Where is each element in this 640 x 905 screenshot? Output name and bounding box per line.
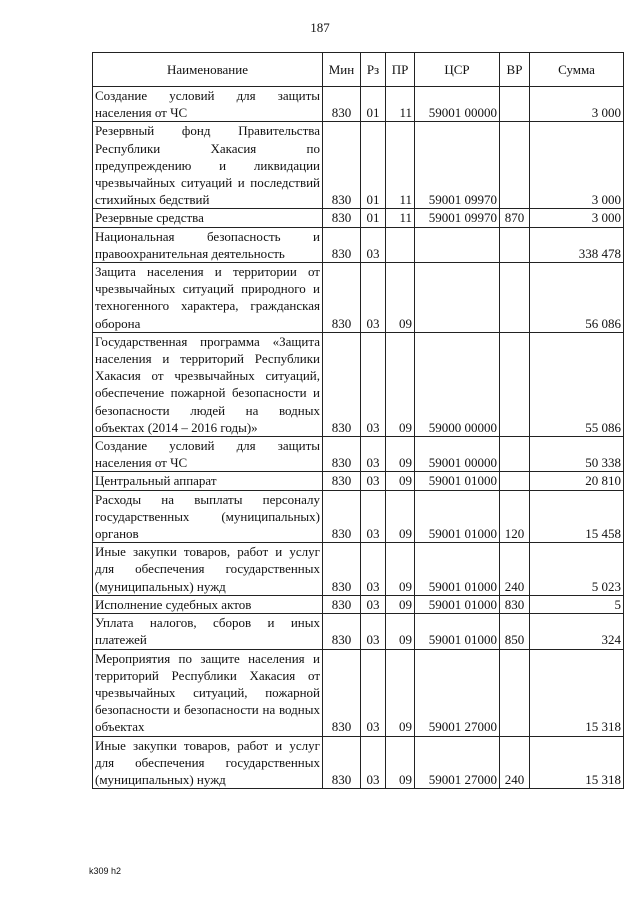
cell-name: Национальная безопасность и правоохранительная деятельность: [93, 227, 323, 262]
cell-name: Иные закупки товаров, работ и услуг для обеспечения государственных (муниципальных) нужд: [93, 543, 323, 596]
cell-vr: [500, 649, 530, 736]
cell-name: Резервный фонд Правительства Республики Хакасия по предупреждению и ликвидации чрезвычайных ситуаций и последствий стихийных бедствий: [93, 122, 323, 209]
table-row: [93, 614, 624, 649]
cell-csr: 59001 01000: [415, 595, 500, 613]
cell-vr: [500, 87, 530, 122]
cell-csr: 59001 09970: [415, 209, 500, 227]
column-header-name: Наименование: [93, 53, 323, 87]
table-row: [93, 490, 624, 543]
cell-csr: 59001 09970: [415, 122, 500, 209]
cell-name: Центральный аппарат: [93, 472, 323, 490]
cell-sum: 338 478: [530, 227, 624, 262]
cell-sum: 15 318: [530, 649, 624, 736]
column-header-rz: Рз: [361, 53, 386, 87]
cell-sum: 56 086: [530, 263, 624, 333]
cell-vr: [500, 227, 530, 262]
header-row: [93, 53, 624, 87]
cell-sum: 3 000: [530, 87, 624, 122]
cell-vr: [500, 437, 530, 472]
table-row: [93, 263, 624, 333]
cell-vr: [500, 263, 530, 333]
cell-name: Мероприятия по защите населения и территорий Республики Хакасия от чрезвычайных ситуаций, пожарной безопасности и безопасности на водных объектах: [93, 649, 323, 736]
cell-min: 830: [323, 649, 361, 736]
cell-sum: 5: [530, 595, 624, 613]
cell-name: Защита населения и территории от чрезвычайных ситуаций природного и техногенного характера, гражданская оборона: [93, 263, 323, 333]
cell-sum: 15 318: [530, 736, 624, 789]
cell-name: Расходы на выплаты персоналу государственных (муниципальных) органов: [93, 490, 323, 543]
column-header-sum: Сумма: [530, 53, 624, 87]
cell-min: 830: [323, 437, 361, 472]
cell-rz: 03: [361, 332, 386, 436]
table-row: [93, 227, 624, 262]
cell-csr: 59001 00000: [415, 437, 500, 472]
cell-min: 830: [323, 736, 361, 789]
cell-pr: 09: [386, 332, 415, 436]
cell-name: Создание условий для защиты населения от ЧС: [93, 87, 323, 122]
cell-rz: 03: [361, 263, 386, 333]
cell-min: 830: [323, 490, 361, 543]
cell-min: 830: [323, 263, 361, 333]
cell-name: Создание условий для защиты населения от ЧС: [93, 437, 323, 472]
cell-pr: 09: [386, 736, 415, 789]
cell-name: Государственная программа «Защита населения и территорий Республики Хакасия от чрезвычайных ситуаций, обеспечение пожарной безопасности и безопасности людей на водных объектах (2014 – 2016 годы)»: [93, 332, 323, 436]
cell-pr: [386, 227, 415, 262]
column-header-min: Мин: [323, 53, 361, 87]
cell-vr: 850: [500, 614, 530, 649]
cell-csr: 59001 27000: [415, 736, 500, 789]
cell-csr: [415, 263, 500, 333]
cell-rz: 01: [361, 122, 386, 209]
cell-rz: 03: [361, 595, 386, 613]
table-row: [93, 332, 624, 436]
cell-rz: 01: [361, 87, 386, 122]
footer-code: k309 h2: [89, 866, 122, 876]
cell-min: 830: [323, 595, 361, 613]
cell-rz: 03: [361, 543, 386, 596]
column-header-vr: ВР: [500, 53, 530, 87]
table-row: [93, 122, 624, 209]
table-row: [93, 437, 624, 472]
cell-rz: 03: [361, 472, 386, 490]
cell-rz: 03: [361, 227, 386, 262]
cell-sum: 20 810: [530, 472, 624, 490]
cell-csr: 59000 00000: [415, 332, 500, 436]
cell-vr: [500, 332, 530, 436]
cell-vr: [500, 122, 530, 209]
cell-csr: 59001 01000: [415, 472, 500, 490]
cell-sum: 55 086: [530, 332, 624, 436]
cell-min: 830: [323, 472, 361, 490]
cell-name: Иные закупки товаров, работ и услуг для обеспечения государственных (муниципальных) нужд: [93, 736, 323, 789]
cell-vr: 240: [500, 736, 530, 789]
cell-csr: 59001 01000: [415, 543, 500, 596]
page-number: 187: [310, 20, 330, 35]
cell-pr: 09: [386, 543, 415, 596]
cell-rz: 01: [361, 209, 386, 227]
table-row: [93, 649, 624, 736]
cell-rz: 03: [361, 649, 386, 736]
cell-pr: 11: [386, 209, 415, 227]
cell-pr: 09: [386, 437, 415, 472]
cell-rz: 03: [361, 437, 386, 472]
cell-name: Уплата налогов, сборов и иных платежей: [93, 614, 323, 649]
cell-sum: 5 023: [530, 543, 624, 596]
cell-csr: 59001 01000: [415, 614, 500, 649]
table-row: [93, 595, 624, 613]
cell-vr: 240: [500, 543, 530, 596]
column-header-pr: ПР: [386, 53, 415, 87]
cell-sum: 15 458: [530, 490, 624, 543]
cell-min: 830: [323, 87, 361, 122]
table-row: [93, 736, 624, 789]
cell-rz: 03: [361, 736, 386, 789]
cell-csr: [415, 227, 500, 262]
cell-pr: 09: [386, 490, 415, 543]
table-row: [93, 209, 624, 227]
cell-vr: 870: [500, 209, 530, 227]
cell-pr: 11: [386, 122, 415, 209]
cell-pr: 09: [386, 649, 415, 736]
cell-csr: 59001 27000: [415, 649, 500, 736]
cell-sum: 324: [530, 614, 624, 649]
cell-min: 830: [323, 209, 361, 227]
cell-rz: 03: [361, 490, 386, 543]
cell-min: 830: [323, 122, 361, 209]
cell-pr: 11: [386, 87, 415, 122]
cell-vr: [500, 472, 530, 490]
cell-min: 830: [323, 614, 361, 649]
column-header-csr: ЦСР: [415, 53, 500, 87]
cell-min: 830: [323, 543, 361, 596]
table-row: [93, 472, 624, 490]
table-row: [93, 543, 624, 596]
cell-sum: 50 338: [530, 437, 624, 472]
cell-vr: 830: [500, 595, 530, 613]
cell-min: 830: [323, 227, 361, 262]
table-row: [93, 87, 624, 122]
cell-sum: 3 000: [530, 122, 624, 209]
cell-name: Резервные средства: [93, 209, 323, 227]
cell-rz: 03: [361, 614, 386, 649]
cell-pr: 09: [386, 614, 415, 649]
cell-min: 830: [323, 332, 361, 436]
cell-sum: 3 000: [530, 209, 624, 227]
cell-csr: 59001 01000: [415, 490, 500, 543]
cell-name: Исполнение судебных актов: [93, 595, 323, 613]
cell-pr: 09: [386, 595, 415, 613]
cell-csr: 59001 00000: [415, 87, 500, 122]
cell-pr: 09: [386, 263, 415, 333]
budget-table: [92, 52, 624, 789]
cell-vr: 120: [500, 490, 530, 543]
cell-pr: 09: [386, 472, 415, 490]
